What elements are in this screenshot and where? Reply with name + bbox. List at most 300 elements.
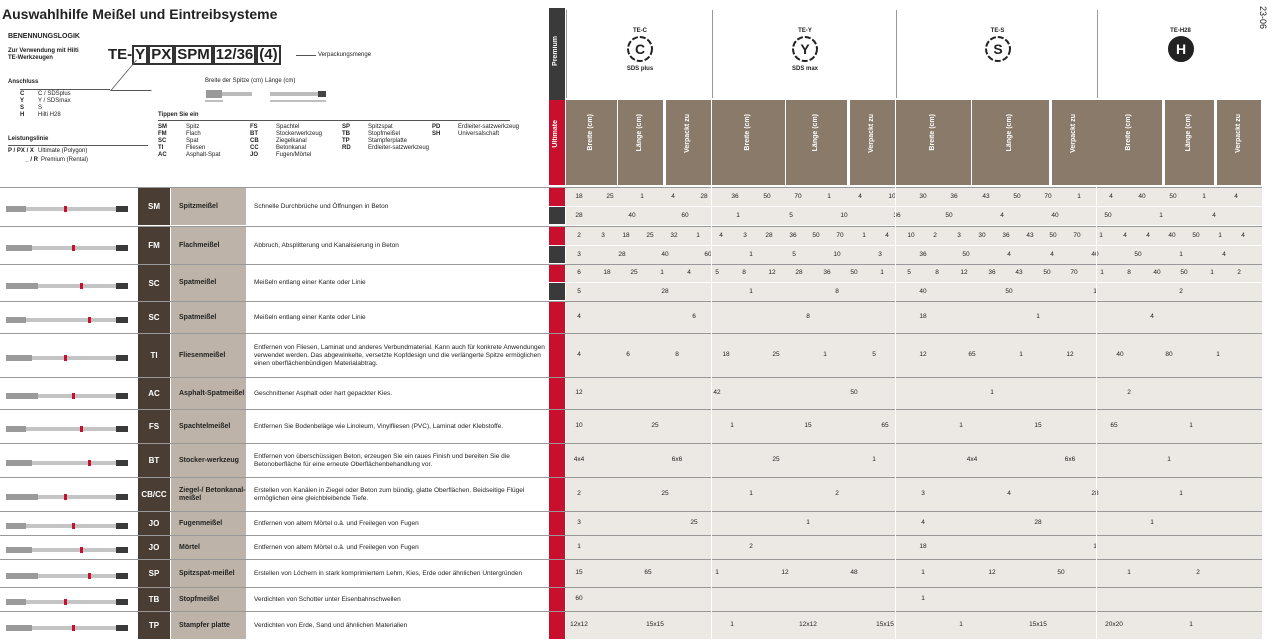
- table-cell-value: 65: [1110, 422, 1118, 429]
- table-cell-value: 70: [1070, 269, 1078, 276]
- table-cell-value: 50: [850, 389, 858, 396]
- table-cell-value: 1: [730, 621, 734, 628]
- table-cell-value: 1: [715, 569, 719, 576]
- table-cell-value: 18: [919, 313, 927, 320]
- table-cell-value: 2: [577, 490, 581, 497]
- table-cell-value: 1: [1210, 269, 1214, 276]
- chisel-description: Verdichten von Schotter unter Eisenbahnschwellen: [254, 595, 401, 603]
- chisel-name: Stopfmeißel: [171, 588, 246, 611]
- column-header-width: Breite (cm): [712, 100, 785, 185]
- value-grid: [566, 410, 1262, 443]
- chisel-description: Entfernen von überschüssigen Beton, erzeugen Sie ein raues Finish und bereiten Sie die Betonoberfläche für eine erneute Oberflächenbehandlung vor.: [254, 452, 510, 468]
- type-code: TB: [138, 588, 170, 611]
- table-cell-value: 12: [768, 269, 776, 276]
- table-cell-value: 25: [690, 519, 698, 526]
- table-cell-value: 1: [1189, 621, 1193, 628]
- table-cell-value: 8: [742, 269, 746, 276]
- family-header-te-c: [566, 10, 713, 98]
- table-cell-value: 4: [858, 193, 862, 200]
- premium-marker: [549, 283, 565, 300]
- ultimate-marker: [549, 188, 565, 206]
- performance-list: P / PX / X Ultimate (Polygon) _ / R Premium (Rental): [8, 148, 89, 163]
- table-cell-value: 4: [1212, 212, 1216, 219]
- table-cell-value: 50: [850, 269, 858, 276]
- table-cell-value: 1: [736, 212, 740, 219]
- table-cell-value: 40: [1138, 193, 1146, 200]
- table-cell-value: 1: [1093, 543, 1097, 550]
- table-cell-value: 28: [1091, 490, 1099, 497]
- types-label: Tippen Sie ein: [158, 112, 199, 118]
- table-cell-value: 1: [921, 569, 925, 576]
- table-cell-value: 28: [1034, 519, 1042, 526]
- table-cell-value: 4: [1109, 193, 1113, 200]
- table-cell-value: 25: [772, 456, 780, 463]
- type-code: FS: [138, 410, 170, 443]
- table-cell-value: 6: [577, 269, 581, 276]
- table-cell-value: 2: [1179, 288, 1183, 295]
- chisel-diagram-icon: [200, 86, 330, 104]
- chisel-image-icon: [4, 312, 132, 322]
- svg-text:Y: Y: [800, 41, 810, 57]
- table-cell-value: 4: [719, 232, 723, 239]
- table-cell-value: 50: [812, 232, 820, 239]
- chisel-description: Entfernen von altem Mörtel o.ä. und Freilegen von Fugen: [254, 543, 419, 551]
- table-cell-value: 4: [1241, 232, 1245, 239]
- table-cell-value: 15x15: [1029, 621, 1047, 628]
- table-cell-value: 8: [935, 269, 939, 276]
- connection-label: Anschluss: [8, 79, 39, 85]
- table-cell-value: 40: [1091, 251, 1099, 258]
- table-cell-value: 65: [644, 569, 652, 576]
- type-code: TP: [138, 612, 170, 639]
- table-cell-value: 1: [823, 351, 827, 358]
- premium-marker: [549, 246, 565, 263]
- type-code: CB/CC: [138, 478, 170, 511]
- table-cell-value: 3: [601, 232, 605, 239]
- table-cell-value: 36: [789, 232, 797, 239]
- column-header-length: Länge (cm): [972, 100, 1049, 185]
- ultimate-marker: [549, 265, 565, 282]
- table-cell-value: 40: [628, 212, 636, 219]
- table-cell-value: 50: [1180, 269, 1188, 276]
- table-cell-value: 36: [988, 269, 996, 276]
- table-cell-value: 50: [1192, 232, 1200, 239]
- column-header-width: Breite (cm): [896, 100, 971, 185]
- code-part-performance: PX: [148, 45, 174, 65]
- premium-header: Premium: [549, 8, 565, 100]
- table-cell-value: 10: [575, 422, 583, 429]
- chisel-name: Fugenmeißel: [171, 512, 246, 535]
- table-cell-value: 1: [959, 422, 963, 429]
- table-cell-value: 43: [982, 193, 990, 200]
- table-cell-value: 36: [1002, 232, 1010, 239]
- table-cell-value: 1: [990, 389, 994, 396]
- family-header-te-s: [896, 10, 1098, 98]
- chisel-name: Spatmeißel: [171, 265, 246, 301]
- table-cell-value: 15: [804, 422, 812, 429]
- table-cell-value: 1: [1077, 193, 1081, 200]
- table-cell-value: 8: [806, 313, 810, 320]
- table-cell-value: 18: [722, 351, 730, 358]
- table-cell-value: 3: [577, 251, 581, 258]
- family-header-te-h28: [1097, 10, 1263, 98]
- chisel-description: Abbruch, Absplitterung und Kanalisierung in Beton: [254, 241, 399, 249]
- chisel-name: Spitzmeißel: [171, 188, 246, 225]
- table-cell-value: 65: [881, 422, 889, 429]
- svg-text:S: S: [992, 41, 1003, 57]
- table-cell-value: 1: [872, 456, 876, 463]
- table-cell-value: 36: [893, 212, 901, 219]
- table-cell-value: 5: [907, 269, 911, 276]
- code-part-pack: (4): [256, 45, 280, 65]
- table-cell-value: 12: [988, 569, 996, 576]
- table-cell-value: 40: [919, 288, 927, 295]
- table-cell-value: 1: [1150, 519, 1154, 526]
- ultimate-marker: [549, 588, 565, 611]
- chisel-description: Erstellen von Kanälen in Ziegel oder Beton zum bündig, glatte Oberflächen. Beidseitige Flügel ermöglichen eine gleichbleibende Tiefe.: [254, 486, 525, 502]
- type-code: SP: [138, 560, 170, 587]
- table-cell-value: 6: [692, 313, 696, 320]
- table-cell-value: 4: [1222, 251, 1226, 258]
- column-header-width: Breite (cm): [1097, 100, 1162, 185]
- table-cell-value: 50: [1134, 251, 1142, 258]
- table-cell-value: 12: [575, 389, 583, 396]
- table-cell-value: 10: [833, 251, 841, 258]
- tip-width-label: Breite der Spitze (cm): [205, 78, 264, 84]
- premium-marker: [549, 207, 565, 224]
- chisel-image-icon: [4, 278, 132, 288]
- table-cell-value: 70: [794, 193, 802, 200]
- chisel-image-icon: [4, 542, 132, 552]
- naming-logic-heading: BENENNUNGSLOGIK: [8, 33, 80, 40]
- table-cell-value: 3: [957, 232, 961, 239]
- table-cell-value: 15x15: [876, 621, 894, 628]
- table-cell-value: 4: [885, 232, 889, 239]
- type-code: TI: [138, 334, 170, 377]
- table-cell-value: 25: [661, 490, 669, 497]
- table-cell-value: 1: [880, 269, 884, 276]
- table-cell-value: 1: [862, 232, 866, 239]
- chisel-description: Entfernen von Fliesen, Laminat und anderes Verbundmaterial. Kann auch für konkrete Anwendungen verwendet werden. Das abgewinkelte, versetzte Kopfdesign und die verlängerte Spitze ermöglichen einen oberflächenbündigen Materialabtrag.: [254, 343, 545, 367]
- table-cell-value: 1: [1100, 269, 1104, 276]
- table-cell-value: 5: [872, 351, 876, 358]
- table-cell-value: 3: [743, 232, 747, 239]
- chisel-description: Verdichten von Erde, Sand und ähnlichen Materialien: [254, 621, 408, 629]
- table-cell-value: 2: [1196, 569, 1200, 576]
- table-cell-value: 1: [1093, 288, 1097, 295]
- table-cell-value: 50: [1005, 288, 1013, 295]
- svg-text:H: H: [1175, 41, 1186, 57]
- table-cell-value: 3: [921, 490, 925, 497]
- type-code: BT: [138, 444, 170, 477]
- ultimate-marker: [549, 536, 565, 559]
- family-code: TE-C: [633, 28, 647, 34]
- table-cell-value: 36: [731, 193, 739, 200]
- table-cell-value: 25: [651, 422, 659, 429]
- table-cell-value: 1: [1189, 422, 1193, 429]
- table-cell-value: 4: [921, 519, 925, 526]
- table-cell-value: 50: [962, 251, 970, 258]
- ultimate-marker: [549, 478, 565, 511]
- table-cell-value: 50: [1169, 193, 1177, 200]
- table-cell-value: 50: [1057, 569, 1065, 576]
- chisel-name: Mörtel: [171, 536, 246, 559]
- table-cell-value: 60: [681, 212, 689, 219]
- table-cell-value: 1: [1202, 193, 1206, 200]
- table-cell-value: 4: [1150, 313, 1154, 320]
- chisel-name: Flachmeißel: [171, 227, 246, 264]
- table-cell-value: 4: [1007, 490, 1011, 497]
- table-cell-value: 12: [960, 269, 968, 276]
- column-header-packed: Verpackt zu: [666, 100, 711, 185]
- table-cell-value: 4: [1007, 251, 1011, 258]
- page-title: Auswahlhilfe Meißel und Eintreibsysteme: [2, 6, 278, 22]
- family-code: TE-S: [990, 28, 1005, 34]
- chisel-name: Stocker-werkzeug: [171, 444, 246, 477]
- connection-list: C C / SDSplus Y Y / SDSmax S S H Hilti H28: [20, 91, 71, 118]
- table-cell-value: 2: [1127, 389, 1131, 396]
- table-cell-value: 50: [763, 193, 771, 200]
- chisel-name: Spachtelmeißel: [171, 410, 246, 443]
- column-header-packed: Verpackt zu: [1052, 100, 1097, 185]
- table-cell-value: 12x12: [799, 621, 817, 628]
- table-cell-value: 50: [1043, 269, 1051, 276]
- table-cell-value: 1: [806, 519, 810, 526]
- table-cell-value: 1: [1218, 232, 1222, 239]
- table-cell-value: 12: [919, 351, 927, 358]
- table-cell-value: 4: [687, 269, 691, 276]
- table-cell-value: 3: [878, 251, 882, 258]
- table-cell-value: 1: [1127, 569, 1131, 576]
- value-grid: [566, 378, 1262, 409]
- table-cell-value: 18: [622, 232, 630, 239]
- table-cell-value: 2: [1237, 269, 1241, 276]
- table-cell-value: 70: [1073, 232, 1081, 239]
- type-code: SM: [138, 188, 170, 225]
- column-header-length: Länge (cm): [1165, 100, 1214, 185]
- table-cell-value: 80: [1165, 351, 1173, 358]
- table-cell-value: 42: [713, 389, 721, 396]
- performance-label: Leistungslinie: [8, 136, 49, 142]
- table-cell-value: 4: [1234, 193, 1238, 200]
- table-cell-value: 30: [978, 232, 986, 239]
- table-cell-value: 2: [577, 232, 581, 239]
- table-cell-value: 25: [646, 232, 654, 239]
- chisel-name: Ziegel-/ Betonkanal-meißel: [171, 478, 246, 511]
- table-cell-value: 1: [1099, 232, 1103, 239]
- table-cell-value: 15: [575, 569, 583, 576]
- table-cell-value: 10: [840, 212, 848, 219]
- chisel-image-icon: [4, 350, 132, 360]
- table-cell-value: 70: [836, 232, 844, 239]
- table-cell-value: 4: [1123, 232, 1127, 239]
- table-cell-value: 4: [577, 351, 581, 358]
- chisel-image-icon: [4, 455, 132, 465]
- table-cell-value: 28: [700, 193, 708, 200]
- table-cell-value: 6x6: [1064, 456, 1076, 463]
- table-cell-value: 4x4: [573, 456, 585, 463]
- table-cell-value: 70: [1044, 193, 1052, 200]
- table-cell-value: 40: [661, 251, 669, 258]
- ultimate-header: Ultimate: [549, 100, 565, 185]
- table-cell-value: 1: [827, 193, 831, 200]
- table-cell-value: 6: [626, 351, 630, 358]
- table-cell-value: 4: [671, 193, 675, 200]
- table-cell-value: 20x20: [1105, 621, 1123, 628]
- table-cell-value: 18: [919, 543, 927, 550]
- code-part-type: SPM: [174, 45, 213, 65]
- chisel-description: Entfernen Sie Bodenbeläge wie Linoleum, Vinylfliesen (PVC), Laminat oder Klebstoffe.: [254, 422, 504, 430]
- svg-text:C: C: [634, 41, 646, 57]
- code-part-connection: Y: [132, 45, 148, 65]
- table-cell-value: 30: [919, 193, 927, 200]
- table-cell-value: 8: [675, 351, 679, 358]
- table-cell-value: 28: [661, 288, 669, 295]
- shank-h-icon: [1166, 34, 1196, 64]
- table-cell-value: 36: [919, 251, 927, 258]
- table-cell-value: 25: [630, 269, 638, 276]
- table-cell-value: 4: [1146, 232, 1150, 239]
- value-grid: [566, 612, 1262, 639]
- chisel-image-icon: [4, 620, 132, 630]
- length-label: Länge (cm): [265, 78, 296, 84]
- table-cell-value: 28: [795, 269, 803, 276]
- column-header-width: Breite (cm): [566, 100, 617, 185]
- type-code: SC: [138, 302, 170, 333]
- table-cell-value: 4: [577, 313, 581, 320]
- table-cell-value: 1: [696, 232, 700, 239]
- family-header-te-y: [712, 10, 897, 98]
- table-cell-value: 60: [704, 251, 712, 258]
- shank-y-icon: [790, 34, 820, 64]
- table-cell-value: 1: [1216, 351, 1220, 358]
- family-code: TE-H28: [1170, 28, 1191, 34]
- table-cell-value: 1: [749, 490, 753, 497]
- table-cell-value: 43: [1026, 232, 1034, 239]
- chisel-description: Meißeln entlang einer Kante oder Linie: [254, 279, 366, 286]
- table-cell-value: 25: [606, 193, 614, 200]
- table-cell-value: 1: [1019, 351, 1023, 358]
- chisel-description: Geschnittener Asphalt oder hart gepackter Kies.: [254, 389, 393, 397]
- table-cell-value: 1: [1179, 251, 1183, 258]
- table-cell-value: 10: [888, 193, 896, 200]
- code-part-size: 12/36: [213, 45, 257, 65]
- table-cell-value: 2: [933, 232, 937, 239]
- column-header-length: Länge (cm): [786, 100, 847, 185]
- table-cell-value: 43: [1015, 269, 1023, 276]
- table-cell-value: 18: [603, 269, 611, 276]
- table-cell-value: 1: [1159, 212, 1163, 219]
- table-cell-value: 4x4: [966, 456, 978, 463]
- table-cell-value: 48: [850, 569, 858, 576]
- chisel-description: Entfernen von altem Mörtel o.ä. und Freilegen von Fugen: [254, 519, 419, 527]
- ultimate-marker: [549, 512, 565, 535]
- table-cell-value: 12: [781, 569, 789, 576]
- table-cell-value: 1: [749, 288, 753, 295]
- chisel-description: Meißeln entlang einer Kante oder Linie: [254, 313, 366, 321]
- chisel-name: Stampfer platte: [171, 612, 246, 639]
- table-cell-value: 15: [1034, 422, 1042, 429]
- table-cell-value: 5: [715, 269, 719, 276]
- type-code: FM: [138, 227, 170, 264]
- table-cell-value: 4: [1000, 212, 1004, 219]
- family-code: TE-Y: [798, 28, 812, 34]
- table-cell-value: 28: [618, 251, 626, 258]
- chisel-image-icon: [4, 594, 132, 604]
- table-cell-value: 40: [1153, 269, 1161, 276]
- family-sub: SDS max: [791, 66, 818, 72]
- chisel-name: Fliesenmeißel: [171, 334, 246, 377]
- shank-s-icon: [983, 34, 1013, 64]
- chisel-description: Erstellen von Löchern in stark komprimiertem Lehm, Kies, Erde oder ähnlichen Untergründen: [254, 569, 523, 577]
- table-cell-value: 1: [959, 621, 963, 628]
- type-code: SC: [138, 265, 170, 301]
- table-cell-value: 12x12: [570, 621, 588, 628]
- ultimate-marker: [549, 444, 565, 477]
- table-cell-value: 5: [789, 212, 793, 219]
- ultimate-marker: [549, 227, 565, 245]
- table-cell-value: 40: [1168, 232, 1176, 239]
- chisel-image-icon: [4, 518, 132, 528]
- table-cell-value: 10: [907, 232, 915, 239]
- table-cell-value: 50: [1013, 193, 1021, 200]
- type-code: AC: [138, 378, 170, 409]
- ultimate-marker: [549, 378, 565, 409]
- column-header-packed: Verpackt zu: [850, 100, 895, 185]
- shank-c-icon: [625, 34, 655, 64]
- usage-note: Zur Verwendung mit Hilti TE-Werkzeugen: [8, 48, 79, 61]
- table-cell-value: 1: [921, 595, 925, 602]
- ultimate-marker: [549, 612, 565, 639]
- table-cell-value: 8: [1127, 269, 1131, 276]
- chisel-name: Asphalt-Spatmeißel: [171, 378, 246, 409]
- table-cell-value: 50: [1049, 232, 1057, 239]
- table-cell-value: 1: [660, 269, 664, 276]
- table-cell-value: 1: [749, 251, 753, 258]
- table-cell-value: 1: [577, 543, 581, 550]
- chisel-name: Spitzspat-meißel: [171, 560, 246, 587]
- chisel-image-icon: [4, 489, 132, 499]
- ultimate-marker: [549, 334, 565, 377]
- chisel-image-icon: [4, 201, 132, 211]
- chisel-image-icon: [4, 421, 132, 431]
- table-cell-value: 5: [577, 288, 581, 295]
- table-cell-value: 2: [835, 490, 839, 497]
- column-header-length: Länge (cm): [618, 100, 663, 185]
- table-cell-value: 5: [792, 251, 796, 258]
- table-cell-value: 1: [1036, 313, 1040, 320]
- table-cell-value: 25: [772, 351, 780, 358]
- chisel-description: Schnelle Durchbrüche und Öffnungen in Beton: [254, 202, 389, 210]
- table-cell-value: 50: [945, 212, 953, 219]
- table-cell-value: 18: [575, 193, 583, 200]
- table-cell-value: 2: [749, 543, 753, 550]
- ultimate-marker: [549, 302, 565, 333]
- table-cell-value: 8: [835, 288, 839, 295]
- ultimate-marker: [549, 560, 565, 587]
- chisel-image-icon: [4, 388, 132, 398]
- table-cell-value: 65: [968, 351, 976, 358]
- code-part-prefix: TE-: [108, 46, 133, 63]
- column-header-packed: Verpackt zu: [1217, 100, 1261, 185]
- table-cell-value: 4: [1050, 251, 1054, 258]
- packaging-label: Verpackungsmenge: [318, 52, 372, 58]
- table-cell-value: 36: [823, 269, 831, 276]
- table-cell-value: 28: [765, 232, 773, 239]
- chisel-image-icon: [4, 240, 132, 250]
- table-cell-value: 6x6: [671, 456, 683, 463]
- table-cell-value: 15x15: [646, 621, 664, 628]
